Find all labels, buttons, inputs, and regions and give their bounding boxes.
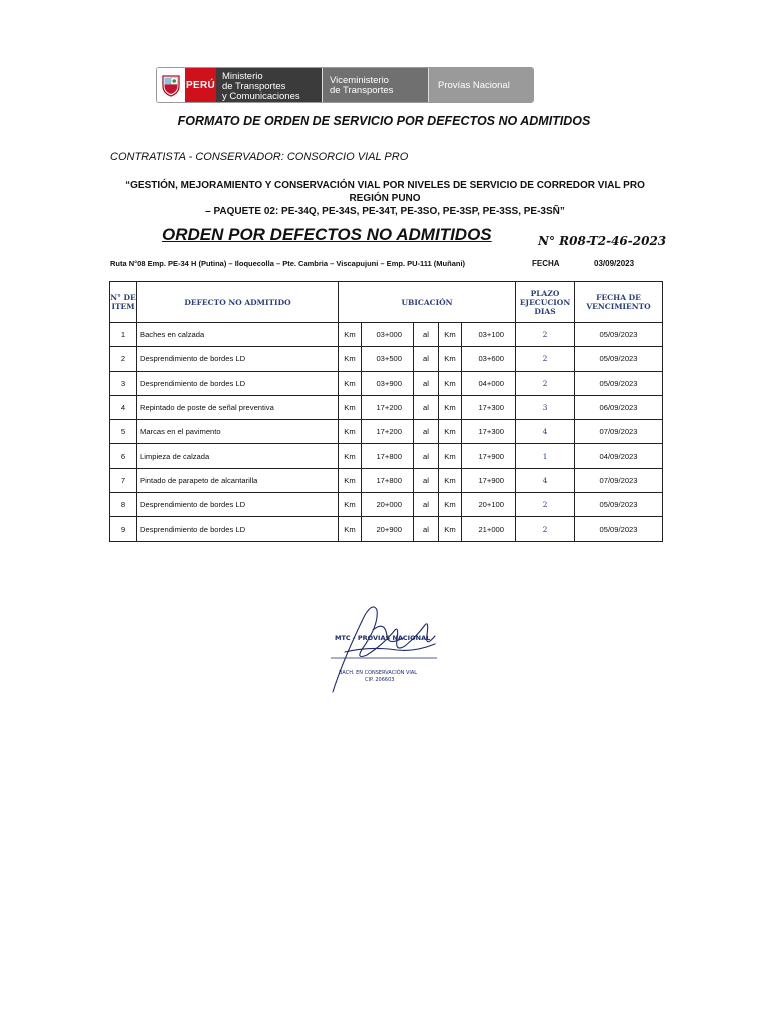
km-label-cell: Km — [339, 347, 362, 371]
to-label-cell: al — [414, 347, 439, 371]
ministry-line-1: Ministerio — [222, 71, 263, 82]
km-label-cell: Km — [339, 493, 362, 517]
km-label-cell: Km — [339, 420, 362, 444]
km-label-cell: Km — [439, 420, 462, 444]
item-number-cell: 9 — [110, 517, 137, 541]
table-row — [110, 323, 663, 347]
vice-ministry-label — [322, 68, 428, 102]
from-km-cell: 17+800 — [362, 444, 414, 468]
deadline-days-cell: 3 — [516, 395, 575, 419]
date-value: 03/09/2023 — [594, 259, 635, 268]
project-description — [110, 179, 660, 218]
to-label-cell: al — [414, 371, 439, 395]
date-label: FECHA — [532, 259, 560, 268]
stamp-line-1: MTC - PROVIAS NACIONAL — [335, 634, 431, 642]
to-label-cell: al — [414, 323, 439, 347]
from-km-cell: 03+500 — [362, 347, 414, 371]
coat-of-arms-icon — [157, 68, 185, 102]
due-date-cell: 04/09/2023 — [575, 444, 663, 468]
header-plazo: PLAZO EJECUCION DIAS — [516, 282, 575, 323]
km-label-cell: Km — [339, 395, 362, 419]
to-label-cell: al — [414, 420, 439, 444]
vice-line-2: de Transportes — [330, 85, 394, 96]
header-vencimiento: FECHA DE VENCIMIENTO — [575, 282, 663, 323]
item-number-cell: 6 — [110, 444, 137, 468]
from-km-cell: 03+900 — [362, 371, 414, 395]
defect-cell: Desprendimiento de bordes LD — [137, 517, 339, 541]
agency-label: Provías Nacional — [428, 68, 533, 102]
deadline-days-cell: 2 — [516, 517, 575, 541]
deadline-days-cell: 2 — [516, 493, 575, 517]
to-km-cell: 17+900 — [462, 468, 516, 492]
to-km-cell: 04+000 — [462, 371, 516, 395]
order-title: ORDEN POR DEFECTOS NO ADMITIDOS — [162, 225, 492, 244]
ministry-banner — [157, 68, 533, 102]
due-date-cell: 05/09/2023 — [575, 371, 663, 395]
table-row — [110, 468, 663, 492]
item-number-cell: 3 — [110, 371, 137, 395]
due-date-cell: 06/09/2023 — [575, 395, 663, 419]
from-km-cell: 20+900 — [362, 517, 414, 541]
km-label-cell: Km — [439, 371, 462, 395]
from-km-cell: 17+200 — [362, 420, 414, 444]
to-km-cell: 17+300 — [462, 395, 516, 419]
due-date-cell: 07/09/2023 — [575, 420, 663, 444]
project-line-2: – PAQUETE 02: PE-34Q, PE-34S, PE-34T, PE-3SO, PE-3SP, PE-3SS, PE-3SÑ” — [205, 206, 565, 217]
defect-cell: Marcas en el pavimento — [137, 420, 339, 444]
from-km-cell: 17+800 — [362, 468, 414, 492]
table-row — [110, 395, 663, 419]
due-date-cell: 05/09/2023 — [575, 347, 663, 371]
document-title: FORMATO DE ORDEN DE SERVICIO POR DEFECTOS NO ADMITIDOS — [177, 114, 591, 128]
defect-cell: Limpieza de calzada — [137, 444, 339, 468]
header-ubicacion: UBICACIÓN — [339, 282, 516, 323]
due-date-cell: 05/09/2023 — [575, 517, 663, 541]
deadline-days-cell: 4 — [516, 468, 575, 492]
contractor-line: CONTRATISTA - CONSERVADOR: CONSORCIO VIAL PRO — [110, 151, 409, 163]
ministry-line-2: de Transportes — [222, 81, 286, 92]
item-number-cell: 2 — [110, 347, 137, 371]
to-km-cell: 17+300 — [462, 420, 516, 444]
km-label-cell: Km — [339, 444, 362, 468]
to-km-cell: 17+900 — [462, 444, 516, 468]
defect-cell: Desprendimiento de bordes LD — [137, 347, 339, 371]
deadline-days-cell: 4 — [516, 420, 575, 444]
stamp-line-2: BACH. EN CONSERVACIÓN VIAL — [339, 670, 418, 676]
due-date-cell: 05/09/2023 — [575, 323, 663, 347]
km-label-cell: Km — [339, 468, 362, 492]
from-km-cell: 17+200 — [362, 395, 414, 419]
deadline-days-cell: 2 — [516, 347, 575, 371]
defect-cell: Pintado de parapeto de alcantarilla — [137, 468, 339, 492]
vice-line-1: Viceministerio — [330, 75, 389, 86]
to-km-cell: 03+100 — [462, 323, 516, 347]
item-number-cell: 4 — [110, 395, 137, 419]
from-km-cell: 03+000 — [362, 323, 414, 347]
country-label: PERÚ — [185, 68, 216, 102]
defect-cell: Baches en calzada — [137, 323, 339, 347]
km-label-cell: Km — [439, 517, 462, 541]
to-label-cell: al — [414, 468, 439, 492]
defects-table — [109, 281, 663, 542]
table-row — [110, 493, 663, 517]
table-row — [110, 444, 663, 468]
due-date-cell: 05/09/2023 — [575, 493, 663, 517]
route-description: Ruta N°08 Emp. PE-34 H (Putina) – Iloquecolla – Pte. Cambria – Viscapujuni – Emp. PU-111 (Muñani) — [110, 259, 466, 268]
deadline-days-cell: 2 — [516, 371, 575, 395]
header-item: N° DE ITEM — [110, 282, 137, 323]
km-label-cell: Km — [339, 323, 362, 347]
km-label-cell: Km — [439, 444, 462, 468]
item-number-cell: 8 — [110, 493, 137, 517]
to-km-cell: 03+600 — [462, 347, 516, 371]
defect-cell: Desprendimiento de bordes LD — [137, 371, 339, 395]
project-line-1: “GESTIÓN, MEJORAMIENTO Y CONSERVACIÓN VIAL POR NIVELES DE SERVICIO DE CORREDOR VIAL PRO REGIÓN PUNO — [125, 180, 645, 204]
order-number: N° R08-T2-46-2023 — [538, 234, 667, 248]
item-number-cell: 7 — [110, 468, 137, 492]
stamp-line-3: CIP. 206603 — [365, 677, 395, 683]
km-label-cell: Km — [439, 468, 462, 492]
km-label-cell: Km — [439, 323, 462, 347]
to-label-cell: al — [414, 517, 439, 541]
km-label-cell: Km — [439, 395, 462, 419]
defect-cell: Desprendimiento de bordes LD — [137, 493, 339, 517]
km-label-cell: Km — [339, 371, 362, 395]
defect-cell: Repintado de poste de señal preventiva — [137, 395, 339, 419]
ministry-line-3: y Comunicaciones — [222, 91, 300, 102]
to-label-cell: al — [414, 493, 439, 517]
from-km-cell: 20+000 — [362, 493, 414, 517]
to-label-cell: al — [414, 444, 439, 468]
to-km-cell: 21+000 — [462, 517, 516, 541]
to-km-cell: 20+100 — [462, 493, 516, 517]
table-header-row — [110, 282, 663, 323]
deadline-days-cell: 1 — [516, 444, 575, 468]
due-date-cell: 07/09/2023 — [575, 468, 663, 492]
table-row — [110, 347, 663, 371]
table-row — [110, 420, 663, 444]
to-label-cell: al — [414, 395, 439, 419]
km-label-cell: Km — [439, 493, 462, 517]
table-row — [110, 517, 663, 541]
deadline-days-cell: 2 — [516, 323, 575, 347]
km-label-cell: Km — [439, 347, 462, 371]
ministry-label — [216, 68, 322, 102]
signature-stamp — [325, 600, 450, 700]
item-number-cell: 5 — [110, 420, 137, 444]
item-number-cell: 1 — [110, 323, 137, 347]
header-defecto: DEFECTO NO ADMITIDO — [137, 282, 339, 323]
table-row — [110, 371, 663, 395]
km-label-cell: Km — [339, 517, 362, 541]
